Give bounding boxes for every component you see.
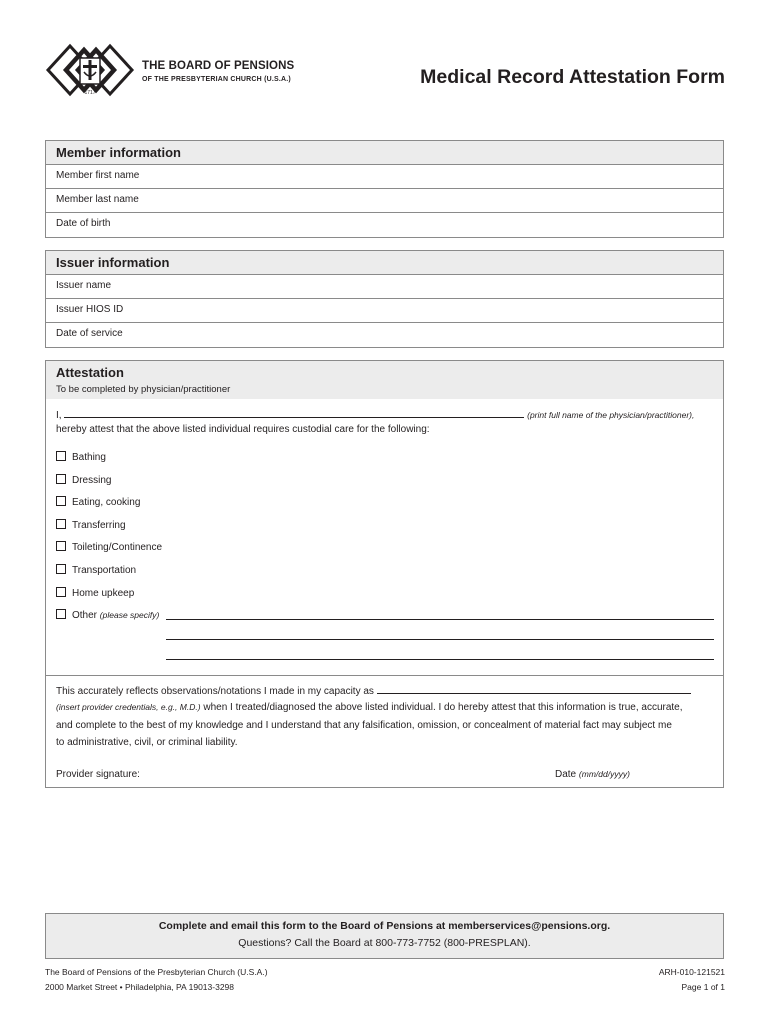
footer-address: 2000 Market Street • Philadelphia, PA 19013-3298: [45, 982, 235, 992]
option-transferring[interactable]: Transferring: [56, 519, 126, 531]
member-date-of-birth-field[interactable]: Date of birth: [46, 213, 723, 237]
checkbox-icon[interactable]: [56, 609, 66, 619]
date-of-service-field[interactable]: Date of service: [46, 323, 723, 347]
physician-name-line[interactable]: [64, 407, 524, 418]
signature-date-field[interactable]: [555, 769, 630, 780]
member-last-name-field[interactable]: Member last name: [46, 189, 723, 213]
attestation-section: [45, 360, 724, 788]
capacity-text: This accurately reflects observations/notations I made in my capacity as: [56, 686, 374, 697]
checkbox-icon[interactable]: [56, 519, 66, 529]
issuer-information-heading: Issuer information: [46, 251, 723, 275]
option-bathing[interactable]: Bathing: [56, 451, 106, 463]
statement-line-3: to administrative, civil, or criminal liability.: [56, 737, 238, 748]
issuer-information-section: [45, 250, 724, 348]
member-first-name-field[interactable]: Member first name: [46, 165, 723, 189]
other-specify-line-3[interactable]: [166, 649, 714, 660]
statement-line-2: and complete to the best of my knowledge and I understand that any falsification, omission, or concealment of material fact may subject me: [56, 719, 672, 731]
member-information-section: [45, 140, 724, 238]
provider-signature-label[interactable]: Provider signature:: [56, 769, 140, 780]
option-eating-cooking[interactable]: Eating, cooking: [56, 496, 140, 508]
option-transportation[interactable]: Transportation: [56, 564, 136, 576]
issuer-hios-id-field[interactable]: Issuer HIOS ID: [46, 299, 723, 323]
attestation-divider: [46, 675, 723, 676]
board-of-pensions-logo: [44, 38, 136, 102]
attest-text: hereby attest that the above listed individual requires custodial care for the following:: [56, 424, 430, 435]
issuer-name-field[interactable]: Issuer name: [46, 275, 723, 299]
phone-instructions: Questions? Call the Board at 800-773-7752 (800-PRESPLAN).: [238, 937, 531, 949]
checkbox-icon[interactable]: [56, 564, 66, 574]
credentials-note: (insert provider credentials, e.g., M.D.): [56, 702, 201, 712]
checkbox-icon[interactable]: [56, 587, 66, 597]
date-label: Date: [555, 769, 577, 780]
statement-line-1: when I treated/diagnosed the above listed individual. I do hereby attest that this information is true, accurate,: [203, 702, 683, 713]
attestation-heading: Attestation: [56, 365, 124, 380]
organization-name: THE BOARD OF PENSIONS: [142, 60, 295, 72]
footer-organization: The Board of Pensions of the Presbyterian Church (U.S.A.): [45, 967, 268, 977]
submission-instructions-box: [45, 913, 724, 959]
other-specify-line-2[interactable]: [166, 629, 714, 640]
other-specify-line-1[interactable]: [166, 609, 714, 620]
footer-form-info: [659, 965, 725, 995]
checkbox-icon[interactable]: [56, 451, 66, 461]
print-name-note: (print full name of the physician/practitioner),: [527, 410, 695, 420]
option-dressing[interactable]: Dressing: [56, 474, 111, 486]
form-code: ARH-010-121521: [658, 967, 725, 977]
checkbox-icon[interactable]: [56, 496, 66, 506]
email-instructions: Complete and email this form to the Board of Pensions at memberservices@pensions.org.: [158, 920, 611, 932]
other-note: (please specify): [99, 610, 160, 620]
option-other[interactable]: Other (please specify): [56, 609, 159, 621]
checkbox-icon[interactable]: [56, 474, 66, 484]
logo-year: 1717: [84, 90, 96, 96]
date-format-note: (mm/dd/yyyy): [578, 769, 630, 779]
member-information-heading: Member information: [46, 141, 723, 165]
i-label: I,: [56, 410, 62, 421]
footer-address-block: [45, 965, 268, 995]
checkbox-icon[interactable]: [56, 541, 66, 551]
capacity-line[interactable]: [377, 683, 691, 694]
organization-subtitle: OF THE PRESBYTERIAN CHURCH (U.S.A.): [142, 76, 291, 83]
page-number: Page 1 of 1: [681, 982, 725, 992]
option-home-upkeep[interactable]: Home upkeep: [56, 587, 134, 599]
attestation-subtitle: To be completed by physician/practitioner: [56, 384, 231, 395]
option-toileting-continence[interactable]: Toileting/Continence: [56, 541, 162, 553]
form-title: Medical Record Attestation Form: [420, 66, 725, 88]
